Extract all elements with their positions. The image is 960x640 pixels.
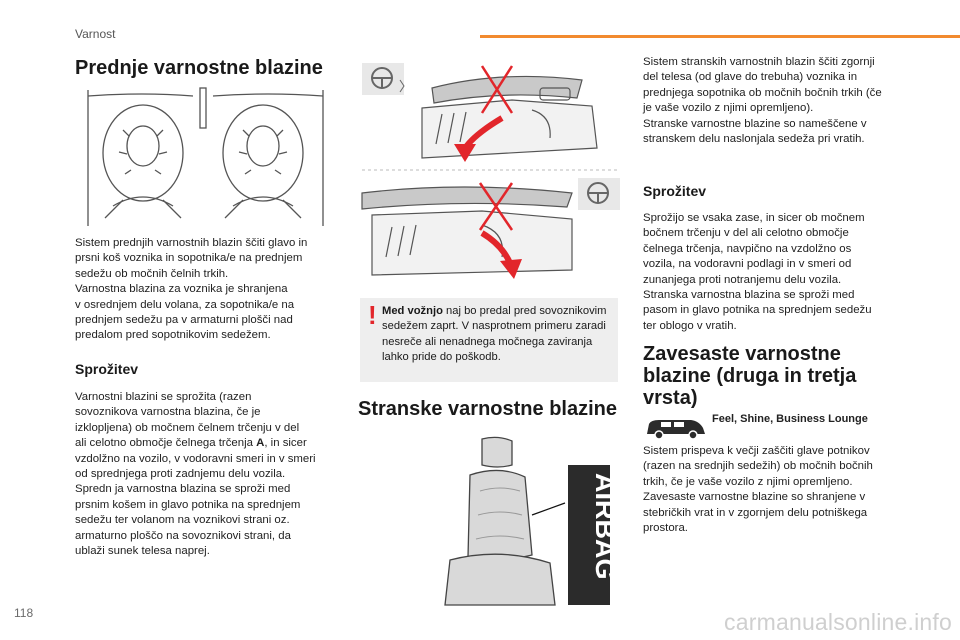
- watermark: carmanualsonline.info: [724, 609, 952, 635]
- text-line: del telesa (od glave do trebuha) voznika in: [643, 71, 858, 84]
- glovebox-open-warning-illustration-1: [362, 58, 620, 173]
- text-line: trkih, če je vaše vozilo z njimi opremljeno.: [643, 475, 853, 488]
- page-number: 118: [14, 606, 34, 620]
- text-line: pasom in glavo potnika na sprednjem sedežu: [643, 304, 872, 317]
- text-line: v osrednjem delu volana, za sopotnika/e na: [75, 298, 295, 311]
- warning-bold: Med vožnjo: [382, 305, 443, 317]
- text-line: Spredn ja varnostna blazina se sproži med: [75, 483, 291, 496]
- text-line: Sistem stranskih varnostnih blazin ščiti zgornji: [643, 56, 875, 68]
- text-line: prsni koš voznika in sopotnika/e na prednjem: [75, 252, 303, 265]
- text-line: vozila, na vodoravni podlagi in v smeri od: [643, 258, 852, 271]
- text-line: Stranska varnostna blazina se sproži med: [643, 289, 855, 302]
- curtain-airbags-title: Zavesaste varnostne blazine (druga in tretja vrsta): [643, 343, 857, 409]
- text-line: prednjega sopotnika ob močnih bočnih trkih (če: [643, 86, 882, 99]
- text-line: Varnostna blazina za voznika je shranjena: [75, 283, 288, 296]
- text-line: ublaži sunek telesa naprej.: [75, 545, 210, 558]
- text-line: sovoznikova varnostna blazina, če je: [75, 406, 261, 419]
- text-line: Zavesaste varnostne blazine so shranjene v: [643, 491, 866, 504]
- warning-text: [382, 304, 614, 365]
- text-line: Sprožijo se vsaka zase, in sicer ob močnem: [643, 212, 865, 224]
- side-airbags-title: Stranske varnostne blazine: [358, 398, 617, 420]
- front-intro-text: [75, 236, 345, 344]
- trim-versions: Feel, Shine, Business Lounge: [712, 413, 868, 425]
- text-line: Sistem prispeva k večji zaščiti glave potnikov: [643, 445, 870, 457]
- curtain-text: [643, 444, 913, 536]
- front-airbags-illustration: [83, 88, 328, 228]
- front-trigger-title: Sprožitev: [75, 361, 139, 377]
- seat-side-airbag-illustration: [420, 435, 620, 610]
- text-line: prsnim košem in glavo potnika na sprednjem: [75, 498, 301, 511]
- text-line: sedežu ter volanom na voznikovi strani oz.: [75, 514, 290, 527]
- header-accent-bar: [480, 35, 960, 38]
- glovebox-open-warning-illustration-2: [362, 175, 620, 290]
- text-line: predalom pred sopotnikovim sedežem.: [75, 329, 271, 342]
- text-line: od sprednjega proti zadnjemu delu vozila.: [75, 468, 286, 481]
- text-line: je vaše vozilo z njimi opremljeno).: [643, 102, 814, 115]
- warning-body: naj bo predal pred sovoznikovim sedežem zaprt. V nasprotnem primeru zaradi nesreče ali nenadnega močnega zaviranja lahko pride do poškodb.: [382, 305, 607, 363]
- text-line: ter oblogo v vratih.: [643, 319, 737, 332]
- text-line-rich: [75, 436, 345, 451]
- van-icon: [645, 418, 707, 440]
- text-line: armaturno ploščo na sovoznikovi strani, da: [75, 529, 291, 542]
- text-line: prednjem sedežu pa v armaturni plošči nad: [75, 314, 293, 327]
- text-line: stranskem delu naslonjala sedeža pri vratih.: [643, 133, 865, 146]
- text-line: Stranske varnostne blazine so nameščene v: [643, 117, 867, 130]
- section-label: Varnost: [75, 27, 116, 41]
- front-trigger-text: [75, 390, 345, 559]
- exclamation-icon: !: [368, 300, 377, 330]
- side-trigger-text: [643, 211, 913, 334]
- airbag-label: AIRBAG: [590, 473, 620, 580]
- text-line: stebričkih vrat in v zgornjem delu potniškega: [643, 506, 868, 519]
- text-line: prostora.: [643, 522, 688, 535]
- text-segment: ali celotno območje čelnega trčenja: [75, 437, 257, 450]
- front-airbags-title: Prednje varnostne blazine: [75, 57, 323, 79]
- text-line: (razen na srednjih sedežih) ob močnih bočnih: [643, 460, 873, 473]
- text-segment: , in sicer: [264, 437, 307, 450]
- text-line: izklopljena) ob močnem čelnem trčenju v del: [75, 421, 300, 434]
- side-trigger-title: Sprožitev: [643, 183, 707, 199]
- side-intro-text: [643, 55, 913, 147]
- text-line: zunanjega proti notranjemu delu vozila.: [643, 273, 842, 286]
- bold-term: A: [256, 437, 265, 450]
- text-line: vzdolžno na vozilo, v vodoravni smeri in v smeri: [75, 452, 316, 465]
- text-line: Varnostni blazini se sprožita (razen: [75, 391, 252, 403]
- text-line: čelnega trčenja, navpično na vzdolžno os: [643, 242, 852, 255]
- text-line: bočnem trčenju v del ali celotno območje: [643, 227, 849, 240]
- text-line: sedežu ob močnih čelnih trkih.: [75, 267, 229, 280]
- text-line: Sistem prednjih varnostnih blazin ščiti glavo in: [75, 237, 308, 249]
